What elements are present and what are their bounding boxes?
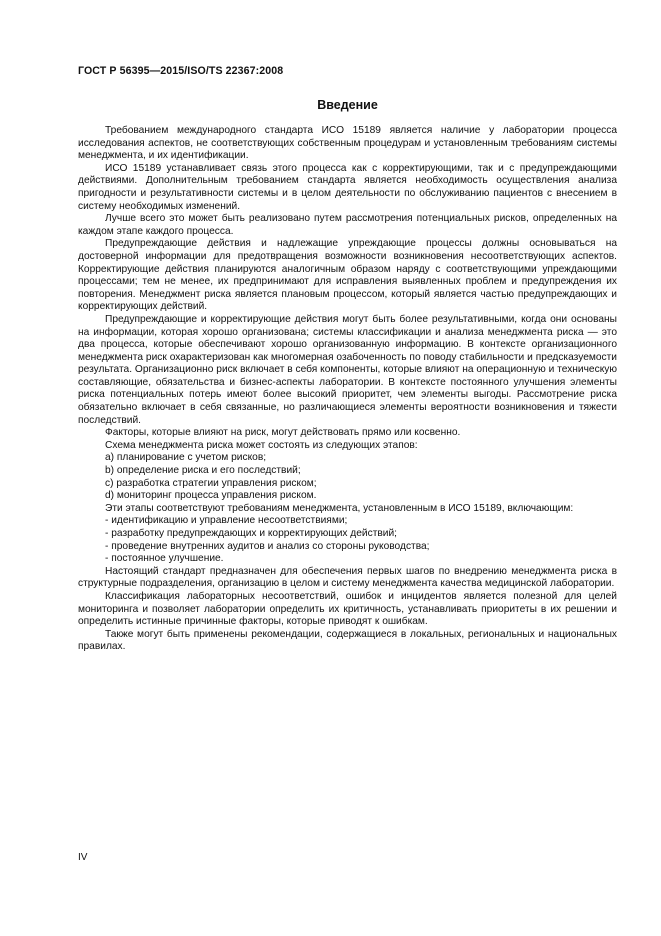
body-text	[78, 125, 617, 654]
paragraph: Предупреждающие действия и надлежащие упреждающие процессы должны основываться на достоверной информации для предотвращения возможности возникновения несоответствующих аспектов. Корректирующие действия планируются аналогичным образом наряду с соответствующими упреждающими процессами; тем не менее, их предпринимают для исправления выявленных проблем и предупреждения их повторения. Менеджмент риска является плановым процессом, который является частью предупреждающих и корректирующих действий.	[78, 238, 617, 313]
list-item: - постоянное улучшение.	[105, 553, 224, 565]
list-item: - разработку предупреждающих и корректирующих действий;	[105, 528, 397, 539]
paragraph: Классификация лабораторных несоответствий, ошибок и инцидентов является полезной для целей мониторинга и позволяет лаборатории определить их критичность, устанавливать приоритеты в их решении и определить истинные причинные факторы, которые приводят к ошибкам.	[78, 590, 617, 628]
paragraph: Также могут быть применены рекомендации, содержащиеся в локальных, региональных и национальных правилах.	[78, 628, 617, 653]
section-title: Введение	[317, 98, 378, 112]
paragraph: Требованием международного стандарта ИСО 15189 является наличие у лаборатории процесса исследования аспектов, не соответствующих собственным процедурам и установленным требованиям системы менеджмента, и их идентификации.	[78, 125, 617, 162]
paragraph: Эти этапы соответствуют требованиям менеджмента, установленным в ИСО 15189, включающим:	[105, 502, 574, 514]
list-item: d) мониторинг процесса управления риском.	[105, 490, 317, 502]
paragraph: ИСО 15189 устанавливает связь этого процесса как с корректирующими, так и с предупреждающими действиями. Дополнительным требованием стандарта является необходимость осуществления анализа пригодности и результативности системы и в целом деятельности по обслуживанию пациентов с внесением в систему необходимых изменений.	[78, 162, 617, 212]
paragraph: Схема менеджмента риска может состоять из следующих этапов:	[105, 439, 418, 451]
list-item: - проведение внутренних аудитов и анализ со стороны руководства;	[105, 540, 430, 552]
document-header: ГОСТ Р 56395—2015/ISO/TS 22367:2008	[78, 65, 284, 77]
list-item: b) определение риска и его последствий;	[105, 465, 301, 477]
list-item: c) разработка стратегии управления риском;	[105, 477, 317, 489]
paragraph: Лучше всего это может быть реализовано путем рассмотрения потенциальных рисков, определенных на каждом этапе каждого процесса.	[78, 213, 617, 237]
paragraph: Факторы, которые влияют на риск, могут действовать прямо или косвенно.	[105, 427, 461, 439]
list-item: a) планирование с учетом рисков;	[105, 452, 267, 464]
paragraph: Настоящий стандарт предназначен для обеспечения первых шагов по внедрению менеджмента риска в структурные подразделения, организацию в целом и систему менеджмента качества медицинской лаборатории.	[78, 565, 617, 590]
paragraph: Предупреждающие и корректирующие действия могут быть более результативными, когда они основаны на информации, которая хорошо организована; системы классификации и анализа менеджмента риска — это два процесса, которые обеспечивают хорошо организованную информацию. В контексте организационного менеджмента риск охарактеризован как многомерная озабоченность по поводу стабильности и предсказуемости результата. Организационно риск включает в себя компоненты, которые влияют на операционную и техническую составляющие, обязательства и бизнес-аспекты лаборатории. В контексте постоянного улучшения элементы риска потенциальных потерь имеют более высокий приоритет, чем элементы выгоды. Рассмотрение риска обязательно включает в себя связанные, но различающиеся элементы вероятности возникновения и тяжести последствий.	[78, 313, 617, 426]
list-item: - идентификацию и управление несоответствиями;	[105, 515, 348, 527]
page-number: IV	[78, 852, 88, 863]
